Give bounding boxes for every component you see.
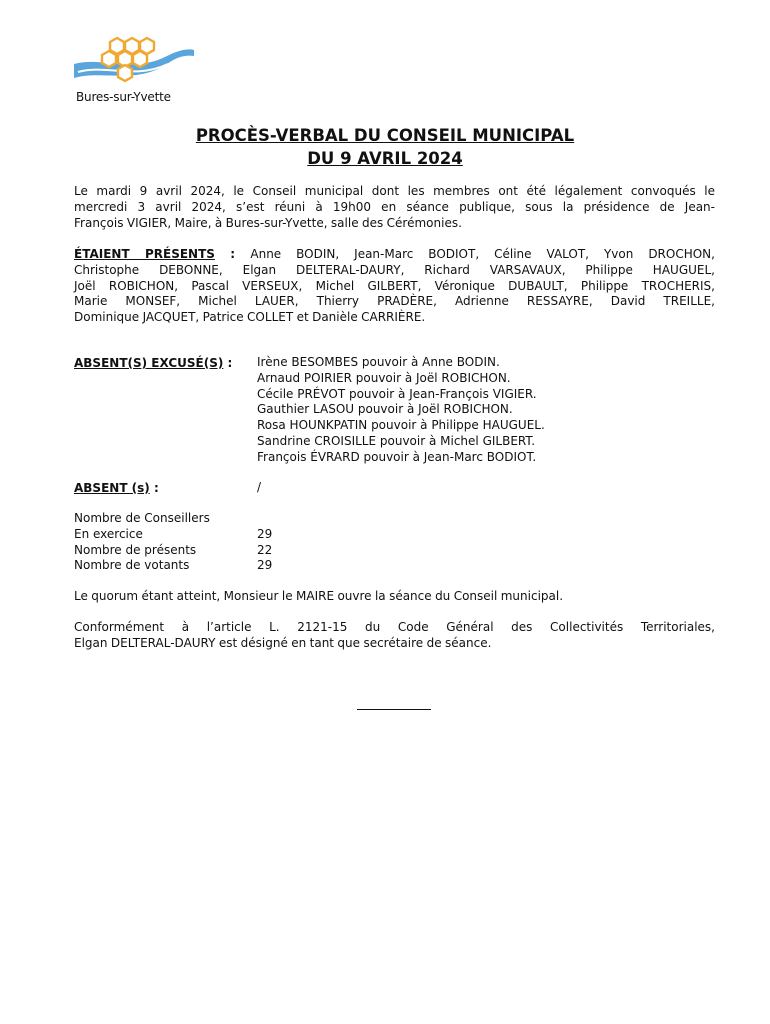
excused-item: Sandrine CROISILLE pouvoir à Michel GILBERT. [257, 433, 536, 448]
intro-line: mercredi 3 avril 2024, s’est réuni à 19h00 en séance publique, sous la présidence de Jean- [74, 199, 715, 214]
stat-value: 29 [257, 558, 273, 573]
presents-line: Dominique JACQUET, Patrice COLLET et Danièle CARRIÈRE. [74, 310, 426, 325]
intro-paragraph [74, 184, 715, 231]
excused-colon: : [223, 356, 233, 370]
councillors-heading: Nombre de Conseillers [74, 511, 210, 525]
stat-label: Nombre de présents [74, 542, 197, 557]
councillors-count-block [74, 511, 273, 574]
secretary-line: Elgan DELTERAL-DAURY est désigné en tant que secrétaire de séance. [74, 635, 492, 650]
presents-first-line [74, 247, 715, 263]
intro-line: Le mardi 9 avril 2024, le Conseil municipal dont les membres ont été légalement convoqués le [74, 184, 715, 198]
honeycomb-river-logo-icon [72, 34, 196, 92]
presents-paragraph [74, 247, 715, 326]
presents-line: Marie MONSEF, Michel LAUER, Thierry PRADÈRE, Adrienne RESSAYRE, David TREILLE, [74, 294, 715, 309]
absent-colon: : [149, 481, 159, 495]
excused-item: Arnaud POIRIER pouvoir à Joël ROBICHON. [257, 370, 511, 385]
presents-line: Anne BODIN, Jean-Marc BODIOT, Céline VALOT, Yvon DROCHON, [250, 247, 715, 261]
presents-colon: : [214, 247, 251, 261]
absent-value: / [257, 480, 262, 494]
stat-row [74, 542, 273, 559]
stat-label: En exercice [74, 526, 143, 541]
excused-item: Gauthier LASOU pouvoir à Joël ROBICHON. [257, 402, 513, 417]
secretary-paragraph [74, 620, 715, 652]
presents-line: Christophe DEBONNE, Elgan DELTERAL-DAURY, Richard VARSAVAUX, Philippe HAUGUEL, [74, 262, 715, 277]
intro-line: François VIGIER, Maire, à Bures-sur-Yvette, salle des Cérémonies. [74, 215, 462, 230]
logo-town-name: Bures-sur-Yvette [76, 90, 171, 104]
absent-heading [74, 480, 159, 496]
excused-item: Irène BESOMBES pouvoir à Anne BODIN. [257, 355, 500, 369]
stat-value: 29 [257, 526, 273, 541]
document-title-line-2: DU 9 AVRIL 2024 [307, 149, 463, 168]
stat-label: Nombre de votants [74, 558, 190, 573]
quorum-paragraph [74, 589, 715, 605]
secretary-line: Conformément à l’article L. 2121-15 du Code Général des Collectivités Territoriales, [74, 620, 715, 634]
quorum-line: Le quorum étant atteint, Monsieur le MAIRE ouvre la séance du Conseil municipal. [74, 589, 564, 603]
excused-item: Rosa HOUNKPATIN pouvoir à Philippe HAUGUEL. [257, 418, 545, 433]
document-title-line-1: PROCÈS-VERBAL DU CONSEIL MUNICIPAL [195, 126, 575, 145]
presents-line: Joël ROBICHON, Pascal VERSEUX, Michel GILBERT, Véronique DUBAULT, Philippe TROCHERIS, [74, 278, 715, 293]
excused-label: ABSENT(S) EXCUSÉ(S) [74, 356, 224, 370]
excused-item: Cécile PRÉVOT pouvoir à Jean-François VIGIER. [257, 386, 537, 401]
stat-value: 22 [257, 542, 273, 557]
excused-list [257, 355, 545, 466]
section-separator [357, 709, 431, 710]
stat-row [74, 526, 273, 543]
absent-label: ABSENT (s) [74, 481, 150, 495]
presents-label: ÉTAIENT PRÉSENTS [74, 247, 215, 261]
town-logo [72, 34, 196, 112]
excused-item: François ÉVRARD pouvoir à Jean-Marc BODIOT. [257, 449, 537, 464]
stat-row [74, 558, 273, 574]
excused-heading [74, 355, 232, 371]
